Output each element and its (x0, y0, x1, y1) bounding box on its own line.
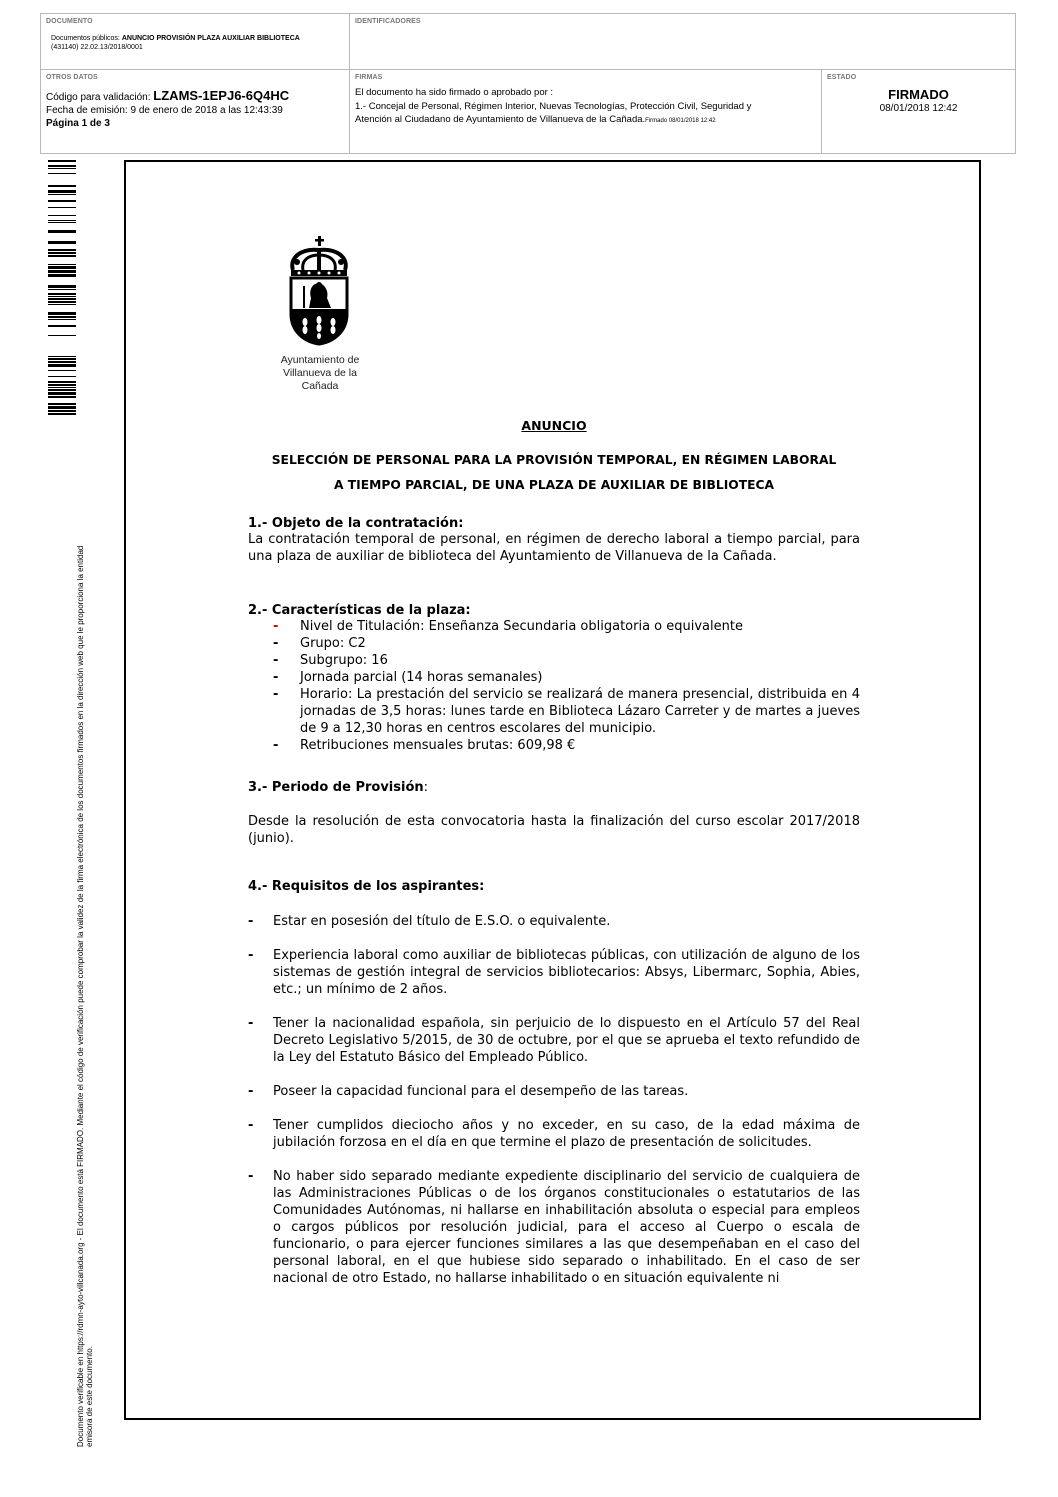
subtitle-line1: SELECCIÓN DE PERSONAL PARA LA PROVISIÓN TEMPORAL, EN RÉGIMEN LABORAL (271, 453, 837, 467)
list-item: - Horario: La prestación del servicio se realizará de manera presencial, distribuida en 4 jornadas de 3,5 horas: lunes tarde en Biblioteca Lázaro Carreter y de martes a jueves de 9 a 12,30 horas en centros escolares del municipio. (273, 687, 860, 736)
list-item: - Tener cumplidos dieciocho años y no exceder, en su caso, de la edad máxima de jubilación forzosa en el día en que termine el plazo de presentación de solicitudes. (248, 1118, 860, 1150)
section-2-list (248, 618, 860, 754)
issue-date: Fecha de emisión: 9 de enero de 2018 a las 12:43:39 (46, 105, 283, 116)
status-badge: FIRMADO (888, 87, 949, 102)
list-item: - Grupo: C2 (273, 636, 366, 651)
coat-of-arms-icon (275, 236, 365, 348)
firmas-line1: El documento ha sido firmado o aprobado por : (355, 87, 554, 98)
documento-ref: (431140) 22.02.13/2018/0001 (51, 44, 143, 51)
list-item: - No haber sido separado mediante expediente disciplinario del servicio de cualquiera de las Administraciones Públicas o de los órganos constitucionales o estatutarios de las Comunidades Autónomas, ni hallarse en inhabilitación absoluta o especial para empleos o cargos públicos por resolución judicial, para el acceso al Cuerpo o escala de funcionario, o para ejercer funciones similares a las que desempeñaban en el caso del personal laboral, en el que hubiese sido separado o inhabilitado. En el caso de ser nacional de otro Estado, no hallarse inhabilitado o en situación equivalente ni (248, 1169, 860, 1286)
estado-cell (822, 70, 1015, 153)
list-item: - Experiencia laboral como auxiliar de bibliotecas públicas, con utilización de alguno de los sistemas de gestión integral de servicios bibliotecarios: Absys, Libermarc, Sophia, Abies, etc.; un mínimo de 2 años. (248, 948, 860, 997)
documento-title: ANUNCIO PROVISIÓN PLAZA AUXILIAR BIBLIOTECA (121, 35, 300, 42)
otros-datos-cell (41, 70, 350, 153)
documento-label: DOCUMENTO (46, 18, 93, 25)
documento-prefix: Documentos públicos: (51, 35, 120, 42)
section-4 (248, 879, 860, 894)
logo-line1: Ayuntamiento de (280, 354, 360, 366)
section-1-heading: 1.- Objeto de la contratación: (248, 516, 464, 531)
firmas-line2: 1.- Concejal de Personal, Régimen Interior, Nuevas Tecnologías, Protección Civil, Seguridad y (355, 100, 752, 112)
section-4-list (248, 913, 860, 1287)
section-1-text: La contratación temporal de personal, en régimen de derecho laboral a tiempo parcial, para una plaza de auxiliar de biblioteca del Ayuntamiento de Villanueva de la Cañada. (248, 532, 860, 564)
documento-description (51, 34, 341, 52)
section-1 (248, 516, 860, 565)
validation-prefix: Código para validación: (46, 92, 151, 103)
list-item: - Poseer la capacidad funcional para el desempeño de las tareas. (248, 1084, 689, 1099)
document-title: ANUNCIO (521, 418, 587, 433)
identificadores-label: IDENTIFICADORES (355, 18, 421, 25)
side-text-line2: emisora de este documento. (85, 1346, 94, 1447)
otros-datos-lines (46, 89, 289, 130)
document-header-table (40, 13, 1016, 154)
section-4-heading: 4.- Requisitos de los aspirantes: (248, 879, 485, 894)
estado-label: ESTADO (827, 74, 857, 81)
firmas-line3: Atención al Ciudadano de Ayuntamiento de Villanueva de la Cañada. (355, 114, 646, 125)
section-3 (248, 776, 860, 847)
validation-code: LZAMS-1EPJ6-6Q4HC (153, 88, 290, 103)
identificadores-cell (350, 14, 1015, 70)
documento-cell (41, 14, 350, 70)
list-item: - Nivel de Titulación: Enseñanza Secundaria obligatoria o equivalente (273, 619, 743, 634)
section-3-heading: 3.- Periodo de Provisión (248, 780, 424, 795)
subtitle-line2: A TIEMPO PARCIAL, DE UNA PLAZA DE AUXILIAR DE BIBLIOTECA (333, 478, 775, 492)
list-item: - Estar en posesión del título de E.S.O. o equivalente. (248, 914, 611, 929)
list-item: - Jornada parcial (14 horas semanales) (273, 670, 543, 685)
otros-datos-label: OTROS DATOS (46, 74, 98, 81)
firmas-signed: Firmado 08/01/2018 12:42 (645, 118, 716, 124)
section-2 (248, 603, 860, 754)
municipal-logo (265, 236, 375, 392)
section-3-text: Desde la resolución de esta convocatoria hasta la finalización del curso escolar 2017/2018 (junio). (248, 814, 860, 846)
barcode-image (48, 160, 76, 415)
firmas-cell (350, 70, 822, 153)
logo-caption (265, 354, 375, 393)
document-subtitle (248, 448, 860, 498)
page-number: Página 1 de 3 (46, 118, 110, 129)
firmas-label: FIRMAS (355, 74, 383, 81)
verification-side-text (76, 437, 94, 1447)
side-text-line1: Documento verificable en https://rdmn-ayto-villcanada.org - El documento está FIRMADO. Mediante el código de verificación puede comprobar la validez de la firma electrónica de los documentos firmados en la dirección web que le proporciona la entidad (76, 545, 85, 1447)
section-2-heading: 2.- Características de la plaza: (248, 603, 471, 618)
list-item: - Subgrupo: 16 (273, 653, 388, 668)
logo-line2: Villanueva de la Cañada (283, 367, 357, 392)
section-3-heading-row: 3.- Periodo de Provisión: (248, 780, 429, 795)
list-item: - Retribuciones mensuales brutas: 609,98 € (273, 738, 576, 753)
firmas-lines (355, 86, 817, 129)
list-item: - Tener la nacionalidad española, sin perjuicio de lo dispuesto en el Artículo 57 del Real Decreto Legislativo 5/2015, de 30 de octubre, por el que se aprueba el texto refundido de la Ley del Estatuto Básico del Empleado Público. (248, 1016, 860, 1065)
estado-date: 08/01/2018 12:42 (879, 103, 958, 114)
